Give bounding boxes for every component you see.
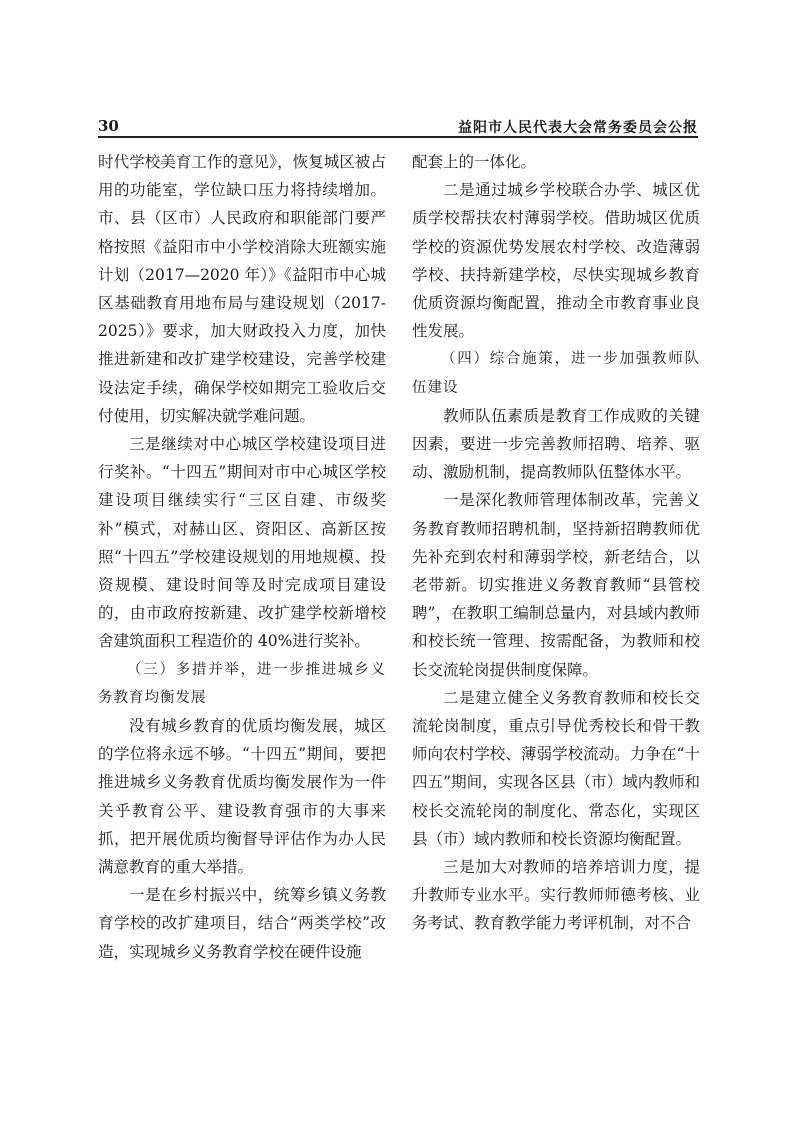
paragraph: 三是加大对教师的培养培训力度，提升教师专业水平。实行教师师德考核、业务考试、教育教学能力考评机制，对不合 xyxy=(412,858,700,933)
paragraph: 教师队伍素质是教育工作成败的关键因素，要进一步完善教师招聘、培养、驱动、激励机制，提高教师队伍整体水平。 xyxy=(412,406,700,482)
journal-title: 益阳市人民代表大会常务委员会公报 xyxy=(458,120,698,136)
left-column xyxy=(98,148,386,966)
paragraph: 没有城乡教育的优质均衡发展，城区的学位将永远不够。“十四五”期间，要把推进城乡义务教育优质均衡发展作为一件关乎教育公平、建设教育强市的大事来抓，把开展优质均衡督导评估作为办人民满意教育的重大举措。 xyxy=(98,717,386,877)
paragraph: 一是深化教师管理体制改革，完善义务教育教师招聘机制，坚持新招聘教师优先补充到农村和薄弱学校，新老结合，以老带新。切实推进义务教育教师“县管校聘”，在教职工编制总量内，对县域内教师和校长统一管理、按需配备，为教师和校长交流轮岗提供制度保障。 xyxy=(412,491,700,679)
page-number: 30 xyxy=(98,117,119,135)
paragraph: 三是继续对中心城区学校建设项目进行奖补。“十四五”期间对市中心城区学校建设项目继续实行“三区自建、市级奖补”模式，对赫山区、资阳区、高新区按照“十四五”学校建设规划的用地规模、投资规模、建设时间等及时完成项目建设的，由市政府按新建、改扩建学校新增校舍建筑面积工程造价的 40%进行奖补。 xyxy=(98,435,386,651)
paragraph: 配套上的一体化。 xyxy=(412,153,537,171)
paragraph: 时代学校美育工作的意见》，恢复城区被占用的功能室，学位缺口压力将持续增加。市、县（区市）人民政府和职能部门要严格按照《益阳市中小学校消除大班额实施计划（2017—2020 年）》《益阳市中心城区基础教育用地布局与建设规划（2017-2025）》要求，加大财政投入力度，加快推进新建和改扩建学校建设，完善学校建设法定手续，确保学校如期完工验收后交付使用，切实解决就学难问题。 xyxy=(98,153,386,425)
section-subheading: （三）多措并举，进一步推进城乡义务教育均衡发展 xyxy=(98,661,386,706)
paragraph: 一是在乡村振兴中，统筹乡镇义务教育学校的改扩建项目，结合“两类学校”改造，实现城乡义务教育学校在硬件设施 xyxy=(98,886,386,961)
header-rule xyxy=(98,136,698,138)
paragraph: 二是通过城乡学校联合办学、城区优质学校帮扶农村薄弱学校。借助城区优质学校的资源优势发展农村学校、改造薄弱学校、扶持新建学校，尽快实现城乡教育优质资源均衡配置，推动全市教育事业良性发展。 xyxy=(412,181,700,341)
right-column xyxy=(412,148,700,938)
section-subheading: （四）综合施策，进一步加强教师队伍建设 xyxy=(412,351,700,396)
paragraph: 二是建立健全义务教育教师和校长交流轮岗制度，重点引导优秀校长和骨干教师向农村学校、薄弱学校流动。力争在“十四五”期间，实现各区县（市）域内教师和校长交流轮岗的制度化、常态化，实现区县（市）域内教师和校长资源均衡配置。 xyxy=(412,688,700,848)
